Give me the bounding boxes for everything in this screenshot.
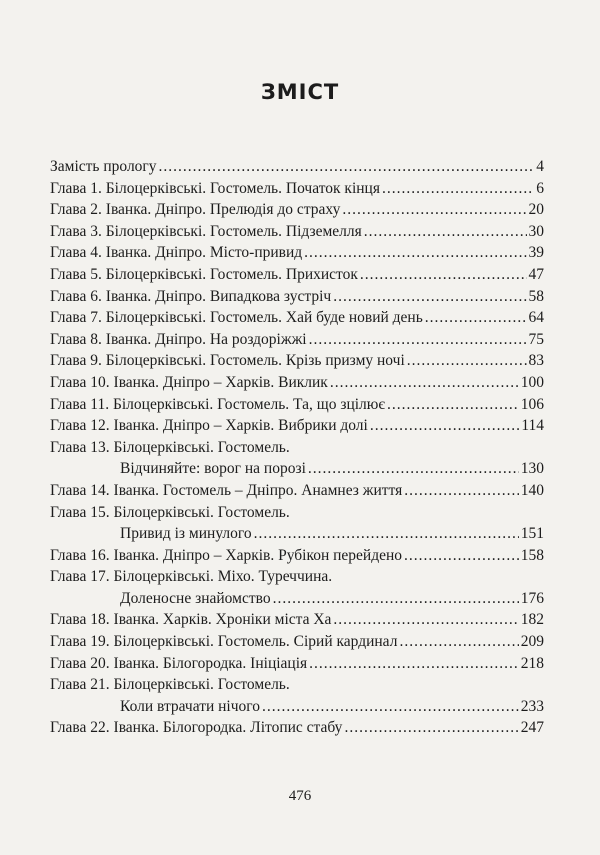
toc-entry-page: 130: [520, 460, 544, 478]
toc-entry-title: Глава 6. Іванка. Дніпро. Випадкова зустріч: [50, 287, 332, 305]
toc-entry-title: Глава 5. Білоцерківські. Гостомель. Прихисток: [50, 265, 358, 283]
dot-leader: [159, 156, 535, 178]
toc-entry-page: 4: [536, 158, 544, 175]
toc-entry-title: Глава 16. Іванка. Дніпро – Харків. Рубікон перейдено: [50, 546, 403, 564]
toc-entry: [50, 199, 544, 221]
toc-entry: [50, 653, 544, 675]
toc-entry: [50, 674, 544, 696]
toc-entry-title: Доленосне знайомство: [120, 589, 271, 607]
toc-entry: [50, 242, 544, 264]
toc-entry-page: 233: [520, 697, 544, 715]
toc-entry: [50, 609, 544, 631]
toc-entry: [50, 329, 544, 351]
toc-entry-title: Глава 8. Іванка. Дніпро. На роздоріжжі: [50, 330, 307, 348]
toc-entry-title: Глава 4. Іванка. Дніпро. Місто-привид: [50, 244, 303, 262]
toc-entry: [50, 221, 544, 243]
dot-leader: [344, 717, 518, 739]
toc-entry-page: 6: [536, 179, 544, 197]
toc-entry-page: 140: [520, 481, 544, 499]
toc-entry: [50, 264, 544, 286]
dot-leader: [387, 394, 519, 416]
toc-entry-page: 114: [521, 417, 544, 435]
toc-entry-title: Глава 1. Білоцерківські. Гостомель. Початок кінця: [50, 179, 380, 197]
dot-leader: [262, 696, 519, 718]
dot-leader: [308, 458, 519, 480]
toc-entry: [50, 458, 544, 480]
toc-entry-page: 83: [528, 352, 544, 370]
toc-entry-title: Замість прологу: [50, 158, 157, 175]
dot-leader: [404, 545, 519, 567]
toc-entry-page: 247: [520, 719, 544, 737]
toc-entry-title: Привид із минулого: [120, 525, 252, 543]
toc-entry-page: 39: [528, 244, 544, 262]
toc-entry-page: 151: [520, 525, 544, 543]
toc-entry-title: Глава 9. Білоцерківські. Гостомель. Крізь призму ночі: [50, 352, 405, 370]
toc-entry: [50, 545, 544, 567]
dot-leader: [333, 609, 518, 631]
toc-entry-title: Глава 7. Білоцерківські. Гостомель. Хай буде новий день: [50, 309, 423, 327]
toc-entry: [50, 178, 544, 200]
dot-leader: [309, 329, 527, 351]
toc-entry: [50, 437, 544, 459]
toc-entry-title: Глава 18. Іванка. Харків. Хроніки міста Ха: [50, 611, 332, 629]
toc-entry-title: Глава 2. Іванка. Дніпро. Прелюдія до страху: [50, 201, 341, 219]
toc-entry-page: 100: [520, 373, 544, 391]
dot-leader: [399, 631, 518, 653]
toc-entry-title: Глава 17. Білоцерківські. Міхо. Туреччина.: [50, 568, 333, 586]
toc-entry: [50, 394, 544, 416]
toc-entry: [50, 286, 544, 308]
toc-entry: [50, 372, 544, 394]
toc-entry-title: Глава 11. Білоцерківські. Гостомель. Та, що зцілює: [50, 395, 386, 413]
toc-entry-title: Глава 21. Білоцерківські. Гостомель.: [50, 676, 290, 694]
toc-heading: ЗМІСТ: [260, 80, 340, 104]
toc-entry-title: Глава 3. Білоцерківські. Гостомель. Підземелля: [50, 222, 362, 240]
toc-entry-title: Глава 20. Іванка. Білогородка. Ініціація: [50, 654, 308, 672]
dot-leader: [425, 307, 527, 329]
toc-entry-title: Глава 13. Білоцерківські. Гостомель.: [50, 438, 290, 456]
dot-leader: [254, 523, 519, 545]
toc-entry: [50, 415, 544, 437]
toc-entry-title: Відчиняйте: ворог на порозі: [120, 460, 306, 478]
dot-leader: [364, 221, 527, 243]
toc-entry-title: Глава 22. Іванка. Білогородка. Літопис стабу: [50, 719, 343, 737]
toc-entry: [50, 588, 544, 610]
dot-leader: [273, 588, 519, 610]
toc-entry-page: 158: [520, 546, 544, 564]
dot-leader: [360, 264, 527, 286]
toc-entry: [50, 502, 544, 524]
toc-entry-page: 209: [520, 633, 544, 651]
dot-leader: [342, 199, 526, 221]
toc-entry: [50, 350, 544, 372]
toc-entry-title: Коли втрачати нічого: [120, 697, 261, 715]
dot-leader: [382, 178, 534, 200]
toc-entry-title: Глава 15. Білоцерківські. Гостомель.: [50, 503, 290, 521]
page-number: 476: [288, 788, 312, 804]
toc-entry-page: 75: [528, 330, 544, 348]
toc-entry-title: Глава 10. Іванка. Дніпро – Харків. Виклик: [50, 373, 328, 391]
toc-entry-page: 30: [528, 222, 544, 240]
toc-entry-page: 106: [520, 395, 544, 413]
toc-entry-page: 47: [528, 265, 544, 283]
toc-entry-page: 58: [528, 287, 544, 305]
toc-entry-page: 182: [520, 611, 544, 629]
toc-entry: [50, 156, 544, 178]
toc-entry: [50, 566, 544, 588]
toc-entry-title: Глава 19. Білоцерківські. Гостомель. Сірий кардинал: [50, 633, 398, 651]
toc-entry: [50, 523, 544, 545]
toc-entry-page: 20: [528, 201, 544, 219]
toc-entry: [50, 631, 544, 653]
table-of-contents: [50, 156, 544, 739]
toc-entry-title: Глава 14. Іванка. Гостомель – Дніпро. Анамнез життя: [50, 481, 403, 499]
dot-leader: [309, 653, 519, 675]
dot-leader: [407, 350, 527, 372]
toc-entry-page: 218: [520, 654, 544, 672]
toc-entry-page: 176: [520, 589, 544, 607]
dot-leader: [370, 415, 519, 437]
toc-entry: [50, 480, 544, 502]
dot-leader: [404, 480, 518, 502]
toc-entry-page: 64: [528, 309, 544, 327]
dot-leader: [333, 286, 526, 308]
toc-entry-title: Глава 12. Іванка. Дніпро – Харків. Вибрики долі: [50, 417, 368, 435]
dot-leader: [304, 242, 526, 264]
toc-entry: [50, 696, 544, 718]
toc-entry: [50, 717, 544, 739]
dot-leader: [330, 372, 519, 394]
toc-entry: [50, 307, 544, 329]
